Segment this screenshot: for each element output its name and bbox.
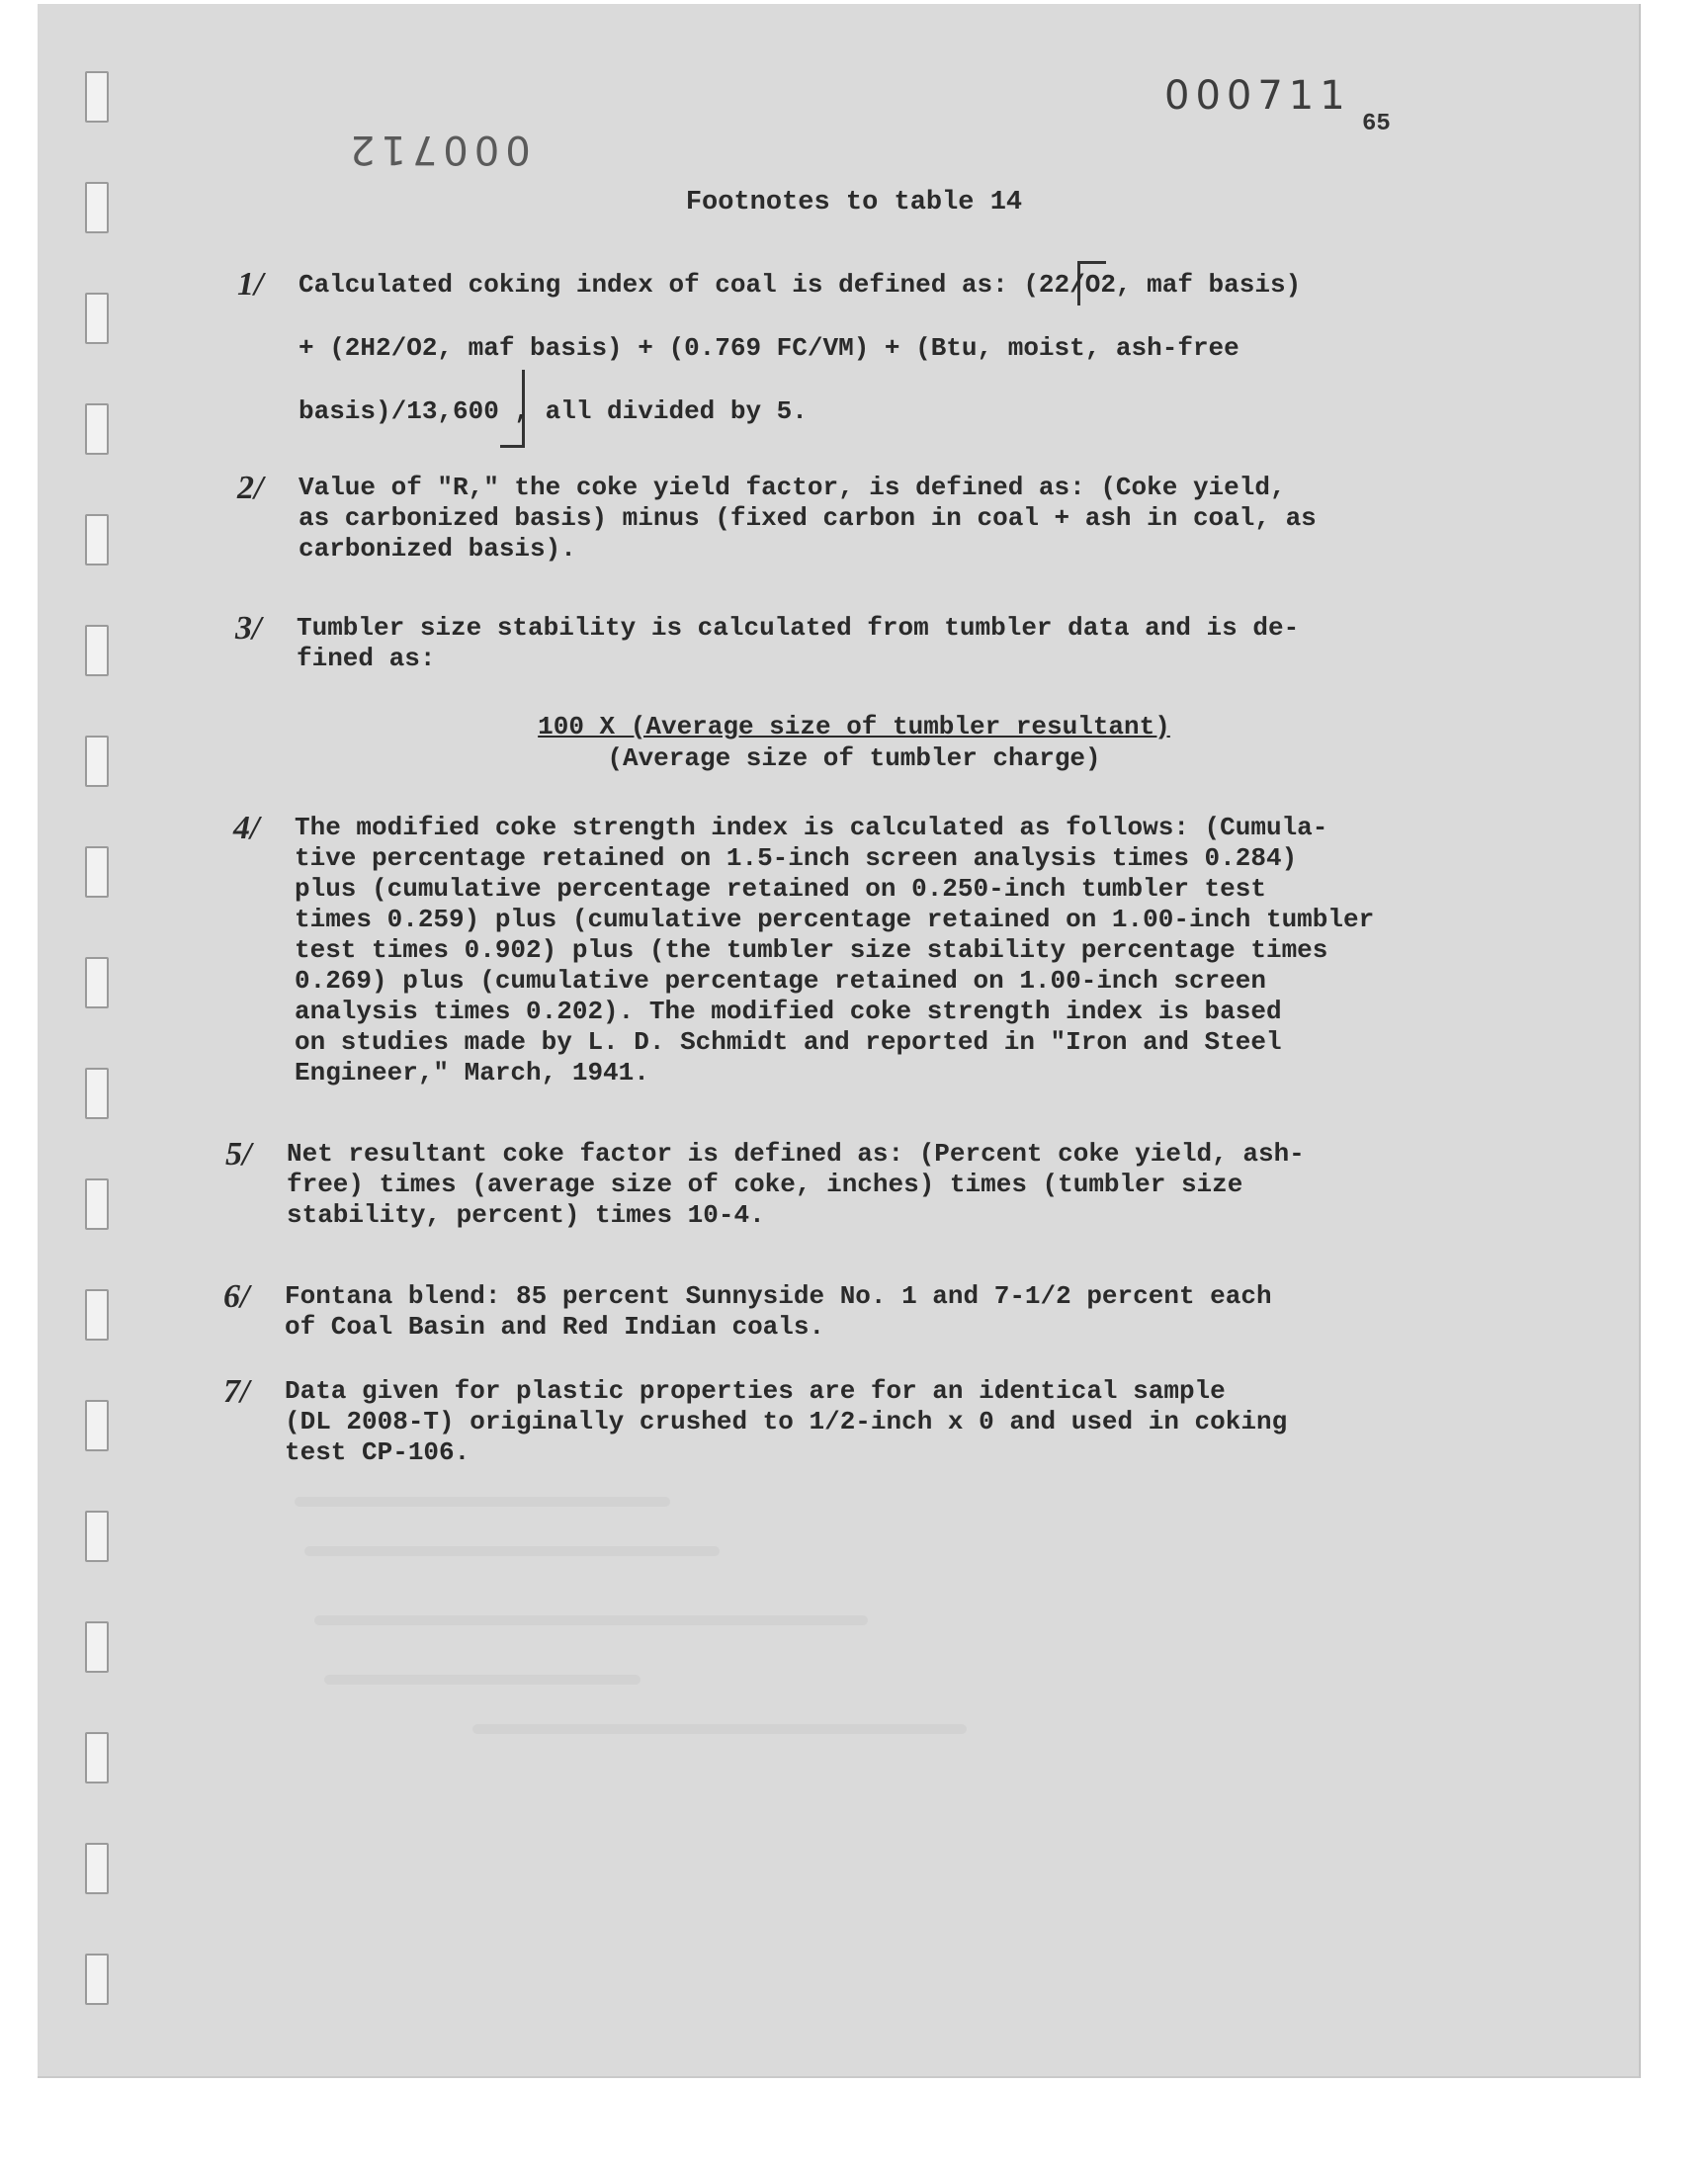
binder-hole <box>85 403 109 455</box>
binder-hole <box>85 1621 109 1673</box>
footnote-marker: 3/ <box>235 610 262 647</box>
footnote-text: Fontana blend: 85 percent Sunnyside No. 1 and 7-1/2 percent each of Coal Basin and Red Indian coals. <box>285 1281 1272 1342</box>
bleed-through-mark <box>295 1497 670 1507</box>
binder-hole <box>85 1843 109 1894</box>
page-title: Footnotes to table 14 <box>685 188 1023 218</box>
binder-hole <box>85 1954 109 2005</box>
binder-hole <box>85 625 109 676</box>
footnote-marker: 4/ <box>233 810 260 846</box>
binder-hole <box>85 1511 109 1562</box>
footnote-text: Tumbler size stability is calculated from tumbler data and is de- fined as: <box>297 613 1300 673</box>
bleed-through-mark <box>472 1724 967 1734</box>
footnote-2 <box>237 470 1443 565</box>
footnote-6 <box>223 1278 1469 1343</box>
bleed-through-mark <box>304 1546 720 1556</box>
bleed-through-mark <box>314 1615 868 1625</box>
footnote-7 <box>223 1373 1469 1468</box>
binder-hole <box>85 514 109 566</box>
footnote-4 <box>233 810 1479 1088</box>
binder-hole <box>85 1289 109 1341</box>
binder-hole <box>85 1732 109 1784</box>
binder-hole <box>85 293 109 344</box>
binder-hole <box>85 957 109 1008</box>
footnote-3 <box>235 610 1441 674</box>
footnote-marker: 1/ <box>237 266 264 303</box>
footnote-text: Net resultant coke factor is defined as: (Percent coke yield, ash- free) times (average size of coke, inches) times (tumbler size stability, percent) times 10-4. <box>287 1139 1305 1230</box>
footnote-text: Data given for plastic properties are for an identical sample (DL 2008-T) originally crushed to 1/2-inch x 0 and used in coking test CP-106. <box>285 1376 1288 1467</box>
footnote-text: Calculated coking index of coal is defined as: (22/O2, maf basis) + (2H2/O2, maf basis) + (0.769 FC/VM) + (Btu, moist, ash-free basis)/13,600 , all divided by 5. <box>299 270 1302 426</box>
footnote-1 <box>237 253 1443 443</box>
document-stamp-number: 000711 <box>1164 73 1351 119</box>
binder-hole <box>85 846 109 898</box>
formula-denominator: (Average size of tumbler charge) <box>607 743 1101 773</box>
footnote-text: Value of "R," the coke yield factor, is defined as: (Coke yield, as carbonized basis) minus (fixed carbon in coal + ash in coal, as carbonized basis). <box>299 473 1317 564</box>
formula-numerator: 100 X (Average size of tumbler resultant) <box>538 712 1170 741</box>
footnote-text: The modified coke strength index is calculated as follows: (Cumula- tive percentage retained on 1.5-inch screen analysis times 0.284) plus (cumulative percentage retained on 0.250-inch tumbler test times 0.259) plus (cumulative percentage retained on 1.00-inch tumbler test times 0.902) plus (the tumbler size stability percentage times 0.269) plus (cumulative percentage retained on 1.00-inch screen analysis times 0.202). The modified coke strength index is based on studies made by L. D. Schmidt and reported in "Iron and Steel Engineer," March, 1941. <box>295 813 1375 1088</box>
mirrored-stamp-number: 000712 <box>344 127 531 172</box>
binder-hole <box>85 1178 109 1230</box>
footnote-marker: 6/ <box>223 1278 250 1315</box>
footnote-marker: 7/ <box>223 1373 250 1410</box>
binder-hole <box>85 71 109 123</box>
footnote-5 <box>225 1136 1471 1231</box>
binder-hole <box>85 1400 109 1451</box>
footnote-marker: 5/ <box>225 1136 252 1173</box>
binder-hole <box>85 1068 109 1119</box>
page-number: 65 <box>1362 111 1391 137</box>
footnote-marker: 2/ <box>237 470 264 506</box>
bleed-through-mark <box>324 1675 640 1685</box>
